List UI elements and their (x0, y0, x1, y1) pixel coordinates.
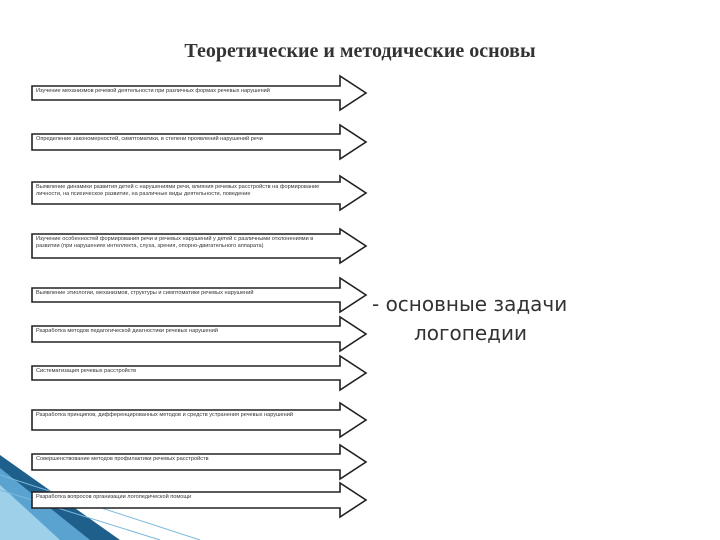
arrow-label-5: Выявление этиологии, механизмов, структуры и симптоматики речевых нарушений (36, 289, 254, 296)
arrow-label-4: Изучение особенностей формирования речи и речевых нарушений у детей с различными отклонениями в развитии (при нарушениях интеллекта, слуха, зрения, опорно-двигательного аппарата) (36, 235, 314, 249)
caption-line-1: - основные задачи (372, 292, 568, 316)
caption-line-2: логопедии (414, 321, 527, 345)
arrow-label-6: Разработка методов педагогической диагностики речевых нарушений (36, 327, 218, 334)
caption (372, 290, 567, 348)
arrow-label-10: Разработка вопросов организации логопедической помощи (36, 493, 192, 500)
arrow-label-2: Определение закономерностей, симптоматики, в степени проявлений нарушений речи (36, 135, 263, 142)
arrow-label-1: Изучение механизмов речевой деятельности при различных формах речевых нарушений (36, 87, 270, 94)
arrow-label-7: Систематизация речевых расстройств (36, 367, 137, 374)
slide-title: Теоретические и методические основы (184, 40, 536, 62)
arrow-label-3: Выявление динамики развития детей с нарушениями речи, влияния речевых расстройств на формирование личности, на психическое развитие, на различные виды деятельности, поведение (36, 183, 320, 197)
arrow-label-8: Разработка принципов, дифференцированных методов и средств устранения речевых нарушений (36, 411, 293, 418)
arrow-label-9: Совершенствование методов профилактики речевых расстройств (36, 455, 209, 462)
